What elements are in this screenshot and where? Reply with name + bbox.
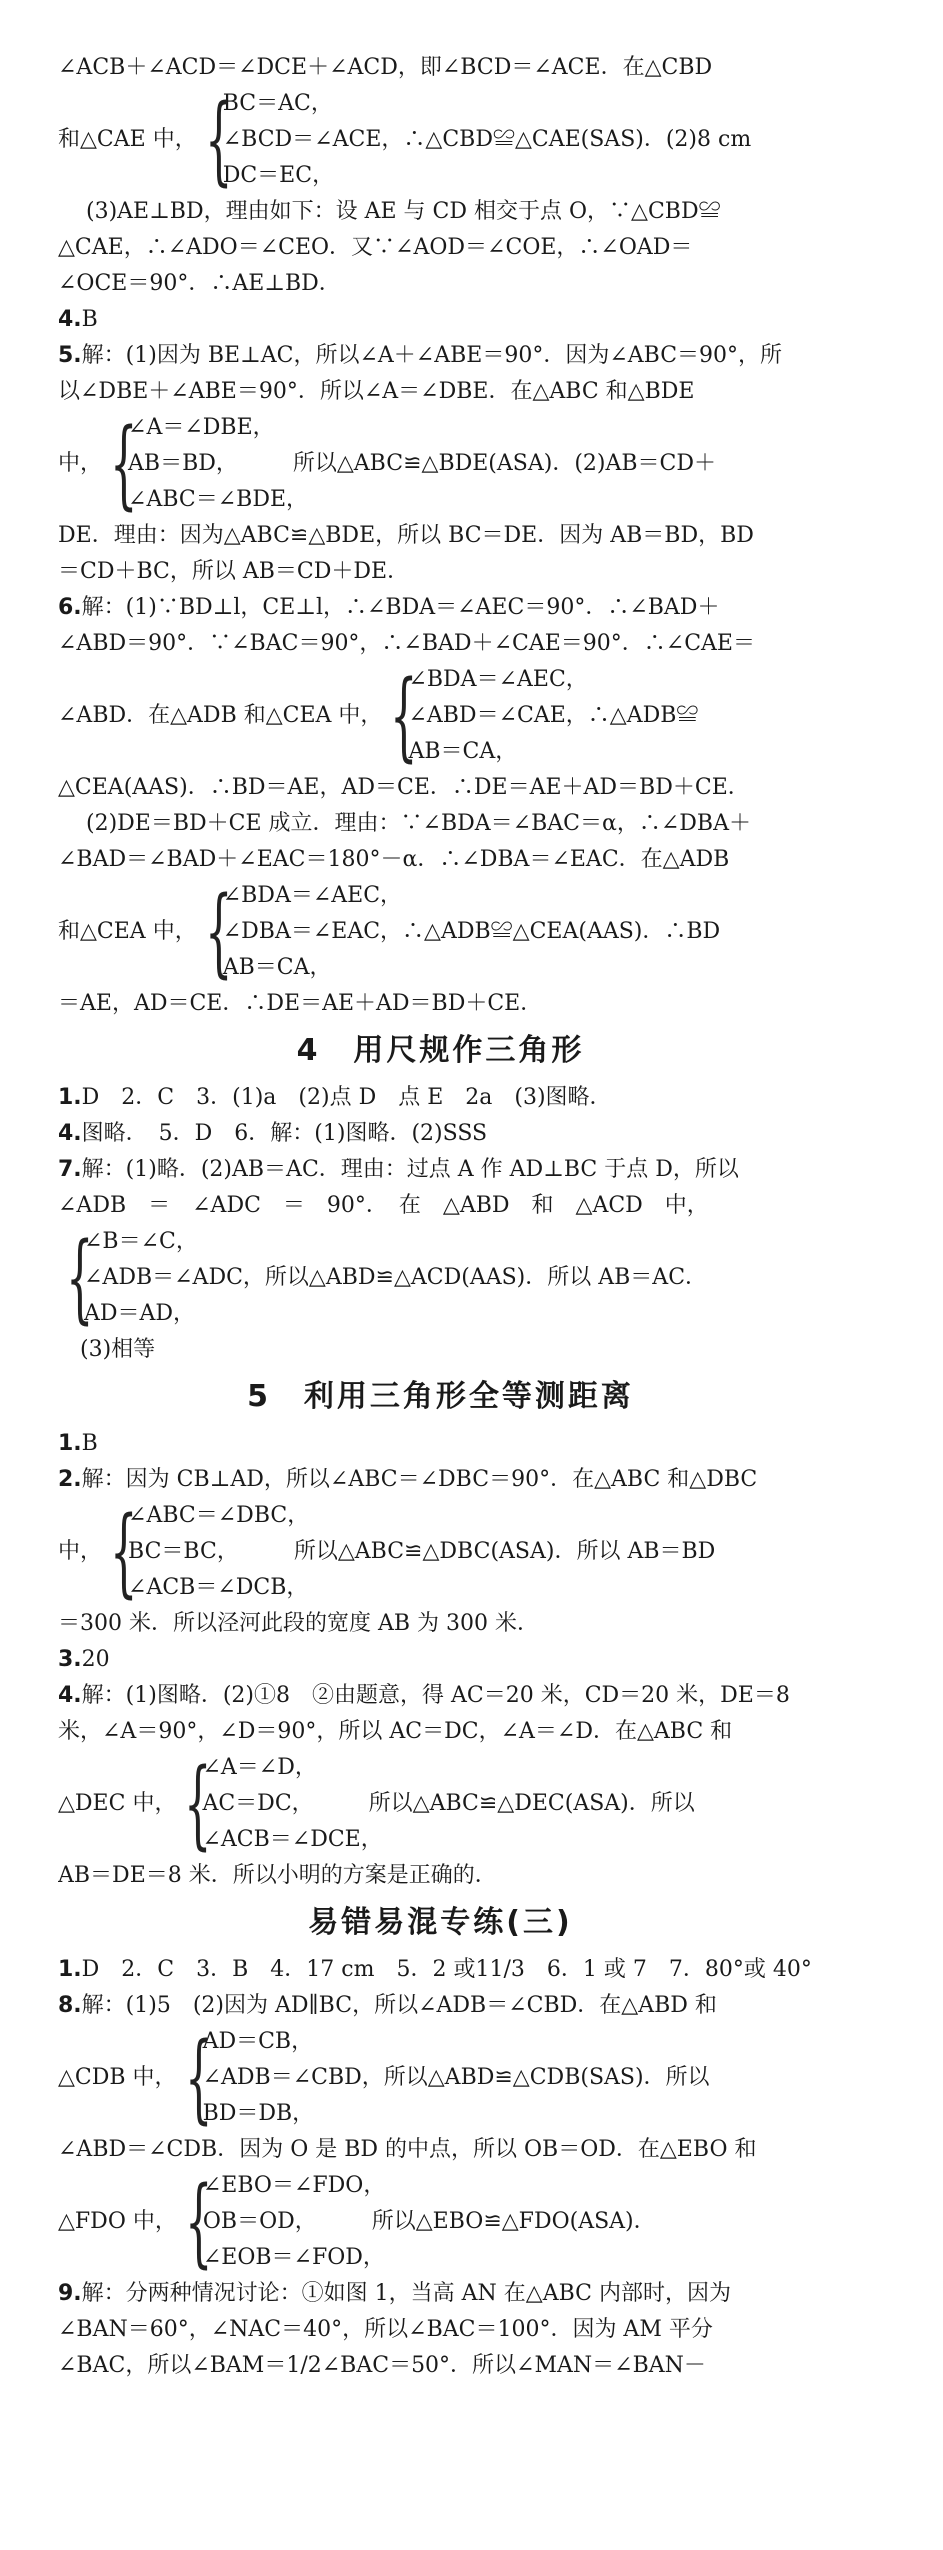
system-row: AB＝CA，: [222, 955, 332, 980]
question-line: [58, 590, 823, 626]
system-row: AB＝BD， 所以△ABC≌△BDE(ASA)．(2)AB＝CD＋: [128, 451, 717, 476]
system-row: ∠ADB＝∠ADC，所以△ABD≌△ACD(AAS)．所以 AB＝AC．: [84, 1265, 708, 1290]
line-text: AB＝DE＝8 米．所以小明的方案是正确的．: [58, 1863, 497, 1888]
line-text: 解：(1)图略．(2)①8 ②由题意，得 AC＝20 米，CD＝20 米，DE＝8: [81, 1683, 790, 1708]
system-row: ∠ADB＝∠CBD，所以△ABD≌△CDB(SAS)．所以: [202, 2065, 710, 2090]
system-row: BC＝BC， 所以△ABC≌△DBC(ASA)．所以 AB＝BD: [128, 1539, 716, 1564]
system-row: AD＝AD，: [84, 1301, 196, 1326]
text-line: [58, 518, 823, 554]
question-number: 1.: [58, 1957, 82, 1982]
text-line: [58, 1332, 823, 1368]
system-row: ∠BCD＝∠ACE，∴△CBD≌△CAE(SAS)．(2)8 cm: [222, 127, 752, 152]
equation-system: [58, 1224, 823, 1332]
equation-system: [58, 410, 823, 518]
line-text: B: [81, 1431, 98, 1456]
system-row: ∠EOB＝∠FOD，: [202, 2245, 385, 2270]
line-text: 图略． 5．D 6．解：(1)图略．(2)SSS: [81, 1121, 488, 1146]
equation-system: [58, 662, 823, 770]
line-text: 解：(1)5 (2)因为 AD∥BC，所以∠ADB＝∠CBD．在△ABD 和: [81, 1993, 717, 2018]
system-row: ∠EBO＝∠FDO，: [202, 2173, 386, 2198]
line-text: △CEA(AAS)．∴BD＝AE，AD＝CE．∴DE＝AE＋AD＝BD＋CE．: [58, 775, 750, 800]
left-brace-icon: {: [110, 408, 138, 520]
line-text: 解：因为 CB⊥AD，所以∠ABC＝∠DBC＝90°．在△ABC 和△DBC: [81, 1467, 758, 1492]
question-line: [58, 2276, 823, 2312]
line-text: 解：(1)略．(2)AB＝AC．理由：过点 A 作 AD⊥BC 于点 D，所以: [81, 1157, 739, 1182]
question-number: 1.: [58, 1431, 82, 1456]
equation-system: [58, 878, 823, 986]
section-heading: 易错易混专练(三): [308, 1905, 573, 1940]
left-brace-icon: {: [66, 1222, 94, 1334]
section-heading: 4 用尺规作三角形: [296, 1033, 585, 1068]
line-text: ∠ABD＝90°．∵∠BAC＝90°，∴∠BAD＋∠CAE＝90°．∴∠CAE＝: [58, 631, 755, 656]
line-text: B: [81, 307, 98, 332]
question-number: 8.: [58, 1993, 82, 2018]
question-number: 1.: [58, 1085, 82, 1110]
line-text: 20: [81, 1647, 110, 1672]
line-text: ∠ACB＋∠ACD＝∠DCE＋∠ACD，即∠BCD＝∠ACE．在△CBD: [58, 55, 713, 80]
line-text: ∠OCE＝90°．∴AE⊥BD．: [58, 271, 341, 296]
system-lead: 中，: [58, 451, 103, 476]
question-line: [58, 338, 823, 374]
system-rows: [84, 1224, 707, 1332]
text-line: [58, 1188, 823, 1224]
question-line: [58, 1642, 823, 1678]
system-rows: [223, 86, 751, 194]
line-text: D 2．C 3．(1)a (2)点 D 点 E 2a (3)图略．: [81, 1085, 612, 1110]
text-line: [58, 50, 823, 86]
question-line: [58, 1952, 823, 1988]
line-text: 以∠DBE＋∠ABE＝90°．所以∠A＝∠DBE．在△ABC 和△BDE: [58, 379, 695, 404]
text-line: [58, 2312, 823, 2348]
left-brace-icon: {: [184, 2022, 213, 2134]
line-text: ∠BAD＝∠BAD＋∠EAC＝180°－α．∴∠DBA＝∠EAC．在△ADB: [58, 847, 730, 872]
system-row: AD＝CB，: [202, 2029, 314, 2054]
question-number: 7.: [58, 1157, 82, 1182]
text-line: [58, 1858, 823, 1894]
line-text: 米，∠A＝90°，∠D＝90°，所以 AC＝DC，∠A＝∠D．在△ABC 和: [58, 1719, 733, 1744]
line-text: ＝AE，AD＝CE．∴DE＝AE＋AD＝BD＋CE．: [58, 991, 543, 1016]
system-row: ∠ACB＝∠DCE，: [202, 1827, 383, 1852]
left-brace-icon: {: [110, 1496, 138, 1608]
question-number: 3.: [58, 1647, 82, 1672]
system-row: BD＝DB，: [202, 2101, 315, 2126]
text-line: [58, 230, 823, 266]
question-number: 5.: [58, 343, 82, 368]
left-brace-icon: {: [204, 84, 233, 196]
system-row: DC＝EC，: [222, 163, 335, 188]
system-row: ∠A＝∠DBE，: [128, 415, 275, 440]
line-text: ∠ABD＝∠CDB．因为 O 是 BD 的中点，所以 OB＝OD．在△EBO 和: [58, 2137, 757, 2162]
system-row: BC＝AC，: [222, 91, 333, 116]
question-line: [58, 1678, 823, 1714]
question-line: [58, 1080, 823, 1116]
text-line: [58, 194, 823, 230]
system-row: AB＝CA，: [408, 739, 518, 764]
text-line: [58, 806, 823, 842]
question-line: [58, 1426, 823, 1462]
question-number: 4.: [58, 1683, 82, 1708]
line-text: (3)AE⊥BD，理由如下：设 AE 与 CD 相交于点 O，∵△CBD≌: [86, 199, 721, 224]
question-number: 2.: [58, 1467, 82, 1492]
system-row: ∠A＝∠D，: [202, 1755, 317, 1780]
line-text: (3)相等: [80, 1337, 156, 1362]
text-line: [58, 374, 823, 410]
question-line: [58, 302, 823, 338]
text-line: [58, 2132, 823, 2168]
left-brace-icon: {: [184, 2166, 213, 2278]
question-line: [58, 1988, 823, 2024]
text-line: [58, 842, 823, 878]
left-brace-icon: {: [184, 1748, 212, 1860]
system-lead: ∠ABD．在△ADB 和△CEA 中，: [58, 703, 383, 728]
line-text: D 2．C 3．B 4．17 cm 5．2 或11/3 6．1 或 7 7．80°或 40°: [81, 1957, 812, 1982]
system-rows: [203, 2168, 656, 2276]
system-rows: [223, 878, 720, 986]
system-lead: △DEC 中，: [58, 1791, 177, 1816]
question-number: 4.: [58, 307, 82, 332]
text-line: [58, 1606, 823, 1642]
line-text: ∠BAN＝60°，∠NAC＝40°，所以∠BAC＝100°．因为 AM 平分: [58, 2317, 713, 2342]
equation-system: [58, 1498, 823, 1606]
line-text: ＝300 米．所以泾河此段的宽度 AB 为 300 米．: [58, 1611, 540, 1636]
system-row: ∠ABC＝∠DBC，: [128, 1503, 310, 1528]
question-line: [58, 1152, 823, 1188]
system-lead: 和△CAE 中，: [58, 127, 197, 152]
equation-system: [58, 1750, 823, 1858]
text-line: [58, 770, 823, 806]
system-row: OB＝OD， 所以△EBO≌△FDO(ASA)．: [202, 2209, 656, 2234]
system-rows: [128, 410, 716, 518]
equation-system: [58, 86, 823, 194]
system-row: ∠DBA＝∠EAC，∴△ADB≌△CEA(AAS)．∴BD: [222, 919, 721, 944]
system-row: ∠ACB＝∠DCB，: [128, 1575, 309, 1600]
line-text: ∠BAC，所以∠BAM＝1/2∠BAC＝50°．所以∠MAN＝∠BAN－: [58, 2353, 706, 2378]
system-row: ∠BDA＝∠AEC，: [222, 883, 403, 908]
text-line: [58, 2348, 823, 2384]
system-lead: 和△CEA 中，: [58, 919, 197, 944]
text-line: [58, 1714, 823, 1750]
section-heading: 5 利用三角形全等测距离: [247, 1379, 634, 1414]
line-text: ＝CD＋BC，所以 AB＝CD＋DE．: [58, 559, 410, 584]
system-rows: [203, 2024, 710, 2132]
question-number: 6.: [58, 595, 82, 620]
question-line: [58, 1462, 823, 1498]
system-lead: △CDB 中，: [58, 2065, 177, 2090]
line-text: 解：(1)∵BD⊥l，CE⊥l，∴∠BDA＝∠AEC＝90°．∴∠BAD＋: [81, 595, 720, 620]
system-row: AC＝DC， 所以△ABC≌△DEC(ASA)．所以: [202, 1791, 695, 1816]
left-brace-icon: {: [390, 660, 418, 772]
text-line: [58, 554, 823, 590]
equation-system: [58, 2168, 823, 2276]
line-text: DE．理由：因为△ABC≌△BDE，所以 BC＝DE．因为 AB＝BD，BD: [58, 523, 754, 548]
line-text: △CAE，∴∠ADO＝∠CEO．又∵∠AOD＝∠COE，∴∠OAD＝: [58, 235, 693, 260]
line-text: 解：分两种情况讨论：①如图 1，当高 AN 在△ABC 内部时，因为: [81, 2281, 731, 2306]
left-brace-icon: {: [204, 876, 233, 988]
text-line: [58, 626, 823, 662]
line-text: 解：(1)因为 BE⊥AC，所以∠A＋∠ABE＝90°．因为∠ABC＝90°，所: [81, 343, 783, 368]
system-rows: [408, 662, 698, 770]
system-lead: 中，: [58, 1539, 103, 1564]
line-text: ∠ADB ＝ ∠ADC ＝ 90°． 在 △ABD 和 △ACD 中，: [58, 1193, 709, 1218]
line-text: (2)DE＝BD＋CE 成立．理由：∵∠BDA＝∠BAC＝α，∴∠DBA＋: [86, 811, 751, 836]
text-line: [58, 266, 823, 302]
system-rows: [128, 1498, 715, 1606]
equation-system: [58, 2024, 823, 2132]
system-rows: [202, 1750, 694, 1858]
system-row: ∠ABC＝∠BDE，: [128, 487, 309, 512]
system-row: ∠ABD＝∠CAE，∴△ADB≌: [408, 703, 699, 728]
question-number: 9.: [58, 2281, 82, 2306]
question-line: [58, 1116, 823, 1152]
question-number: 4.: [58, 1121, 82, 1146]
system-row: ∠BDA＝∠AEC，: [408, 667, 588, 692]
text-line: [58, 986, 823, 1022]
system-row: ∠B＝∠C，: [84, 1229, 198, 1254]
system-lead: △FDO 中，: [58, 2209, 177, 2234]
